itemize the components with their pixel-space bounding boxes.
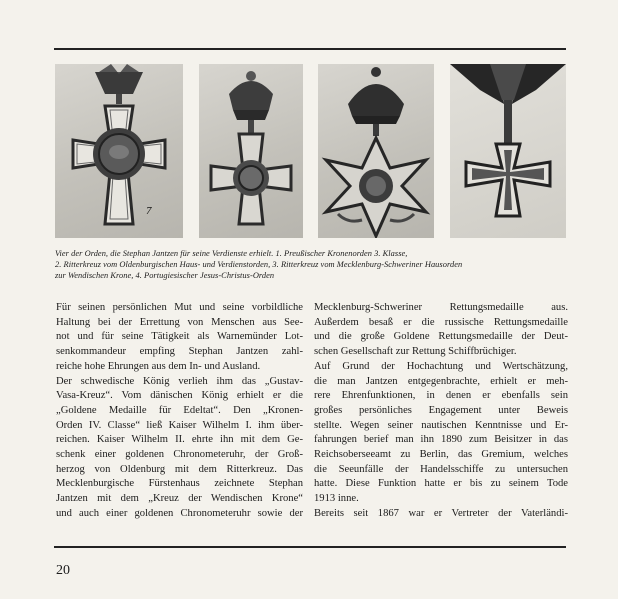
photo-number-mark: 7 (146, 205, 152, 217)
text-line: Der schwedische König verlieh ihm das „Gustav- (56, 375, 303, 387)
page-number: 20 (56, 563, 70, 578)
text-line: und die große Goldene Rettungsmedaille der Deut- (314, 331, 568, 343)
top-rule (54, 48, 566, 50)
text-line: hatte. Diese Funktion hatte er bis zu seinem Tode (314, 478, 568, 490)
text-line: reiche hohe Ehrungen aus dem In- und Ausland. (56, 360, 261, 372)
text-line: reichen. Kaiser Wilhelm II. ehrte ihn mit dem Ge- (56, 434, 303, 446)
caption-line: zur Wendischen Krone, 4. Portugiesischer Jesus-Christus-Orden (55, 271, 275, 281)
text-line: Für seinen persönlichen Mut und seine vorbildliche (56, 302, 303, 313)
text-line: rere Ehrenfunktionen, in denen er ebenfalls sein (314, 390, 568, 402)
right-text-column (314, 301, 568, 522)
text-line: Haltung bei der Errettung von Menschen aus See- (56, 316, 303, 328)
text-line: 1913 inne. (314, 493, 359, 505)
text-line: senkommandeur empfing Stephan Jantzen zahl- (56, 346, 303, 358)
text-line: Mecklenburg-Schweriner Rettungsmedaille aus. (314, 302, 568, 313)
left-text-column (56, 301, 303, 522)
text-line: schen Gesellschaft zur Rettung Schiffbrüchiger. (314, 346, 517, 358)
text-line: „Goldene Medaille für Edeltat“. Den „Kronen- (56, 404, 303, 416)
text-line: stellte. Wegen seiner nautischen Kenntnisse und Er- (314, 419, 568, 431)
text-line: Orden IV. Classe“ ließ Kaiser Wilhelm I. ihm über- (56, 419, 303, 431)
text-line: Mecklenburgische Fürstenhaus zeichnete Stephan (56, 478, 303, 490)
text-line: Auf Grund der Hochachtung und Wertschätzung, (314, 360, 568, 372)
photo-caption (55, 248, 565, 282)
medal-photo-4 (450, 64, 566, 238)
text-line: fahrungen berief man ihn 1890 zum Beisitzer in das (314, 434, 568, 446)
text-line: die Seeunfälle der Handelsschiffe zu untersuchen (314, 463, 568, 475)
medal-photo-1 (55, 64, 183, 238)
text-line: großes persönliches Engagement unter Beweis (314, 404, 568, 416)
text-line: und auch einer goldenen Chronometeruhr sowie der (56, 507, 303, 519)
text-line: Bereits seit 1867 war er Vertreter der Vaterländi- (314, 507, 568, 519)
text-line: Außerdem besaß er die russische Rettungsmedaille (314, 316, 568, 328)
medal-photo-2 (199, 64, 303, 238)
text-line: die man Jantzen entgegenbrachte, erhielt er meh- (314, 375, 568, 387)
text-line: Jantzen mit dem „Kreuz der Wendischen Krone“ (56, 493, 303, 505)
medal-photo-3 (318, 64, 434, 238)
caption-line: Vier der Orden, die Stephan Jantzen für seine Verdienste erhielt. 1. Preußischer Kronenorden 3. Klasse, (55, 249, 408, 258)
bottom-rule (54, 546, 566, 548)
text-line: Vasa-Kreuz“. Vom dänischen König erhielt er die (56, 390, 303, 402)
text-line: herzog von Oldenburg mit dem Ritterkreuz. Das (56, 463, 303, 475)
text-line: not und für seine Tätigkeit als Warnemünder Lot- (56, 331, 303, 343)
caption-line: 2. Ritterkreuz vom Oldenburgischen Haus- und Verdienstorden, 3. Ritterkreuz vom Mecklenburg-Schweriner Hausorden (55, 260, 463, 270)
text-line: schenk einer goldenen Chronometeruhr, der Groß- (56, 449, 303, 461)
text-line: Reichsoberseeamt zu Berlin, das Gremium, welches (314, 449, 568, 461)
